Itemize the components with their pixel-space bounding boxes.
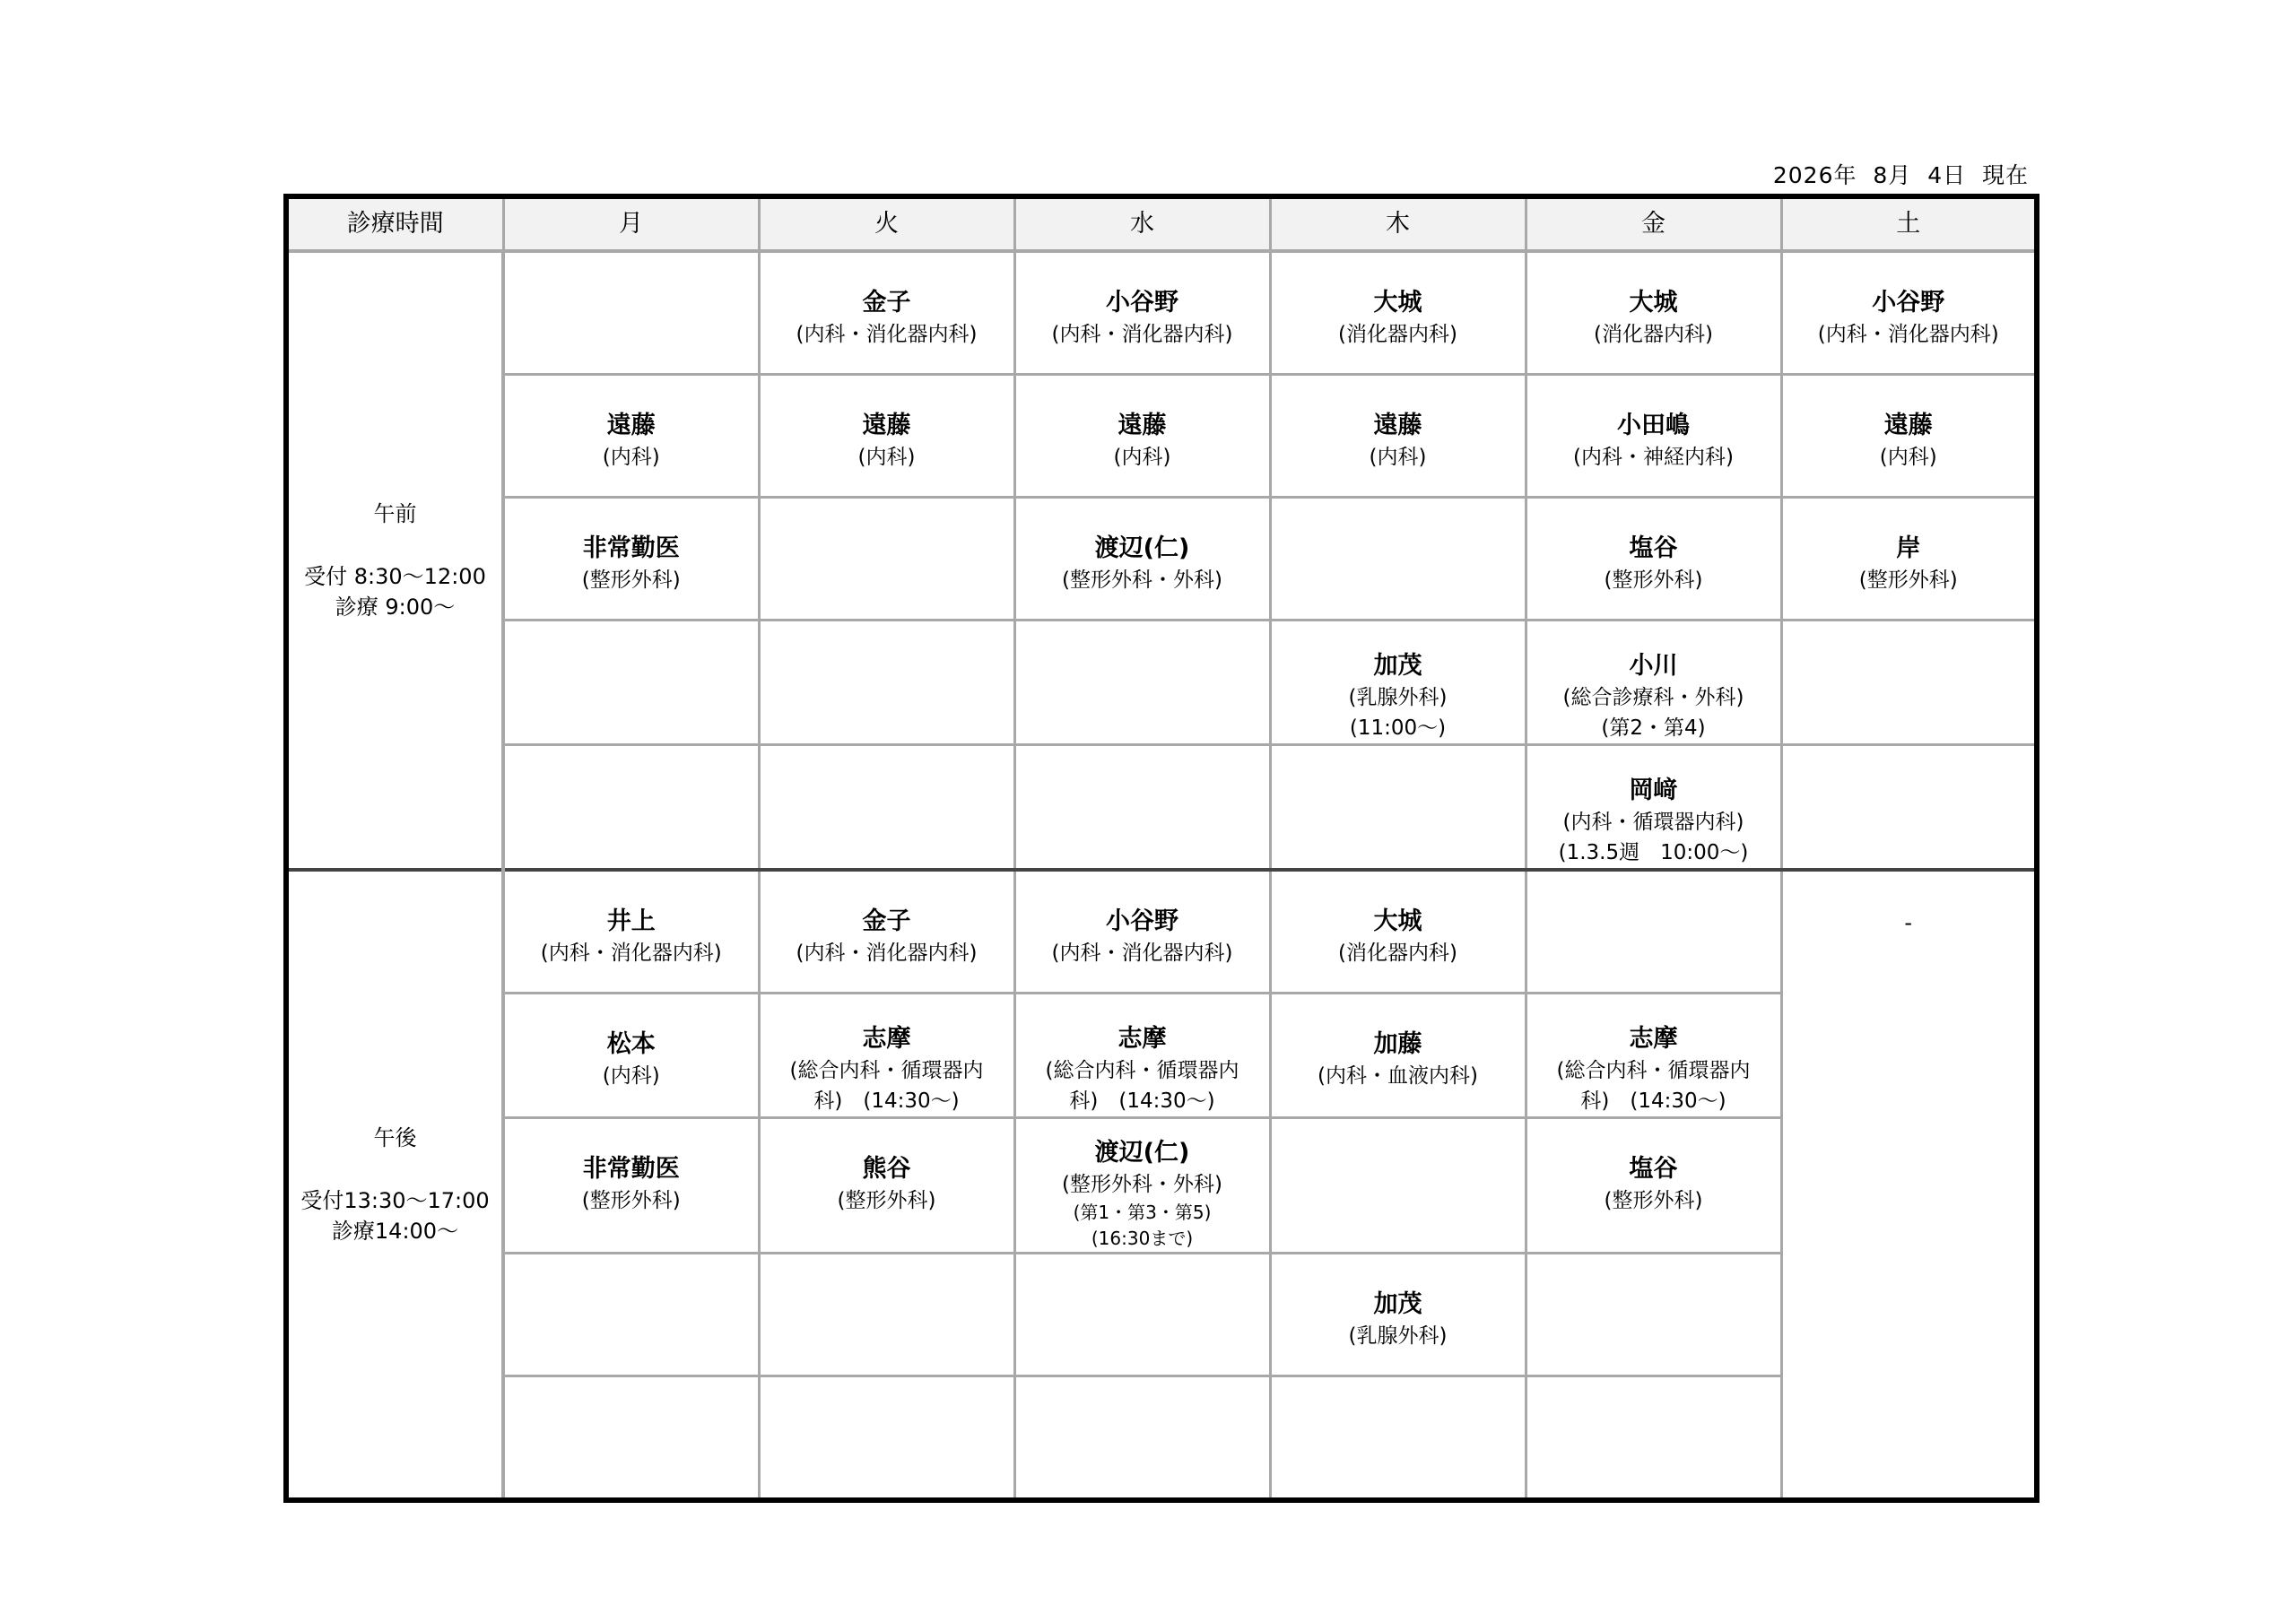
schedule-cell <box>759 870 1014 994</box>
schedule-cell <box>1014 251 1270 375</box>
header-row <box>286 196 2037 251</box>
schedule-cell <box>1014 870 1270 994</box>
doctor-name: 遠藤 <box>862 412 911 439</box>
morning-row <box>286 498 2037 621</box>
department: (内科) <box>1879 446 1937 469</box>
afternoon-row <box>286 994 2037 1118</box>
schedule-cell <box>1270 375 1526 498</box>
doctor-entry <box>1016 1119 1269 1252</box>
doctor-entry <box>1016 994 1269 1116</box>
schedule-note: 科) (14:30～) <box>1580 1089 1726 1113</box>
doctor-name: 岸 <box>1896 534 1921 562</box>
schedule-cell <box>1526 1376 1781 1501</box>
morning-row <box>286 745 2037 871</box>
schedule-cell <box>1014 994 1270 1118</box>
doctor-entry <box>1272 994 1525 1091</box>
doctor-entry <box>1272 621 1525 743</box>
schedule-cell <box>1526 251 1781 375</box>
department: (内科・血液内科) <box>1318 1064 1478 1088</box>
schedule-cell <box>503 1118 759 1254</box>
doctor-name: 遠藤 <box>1118 412 1167 439</box>
doctor-entry <box>505 1119 758 1216</box>
department: (消化器内科) <box>1338 323 1457 346</box>
department: (内科・循環器内科) <box>1562 811 1744 834</box>
department: (整形外科) <box>1604 568 1703 592</box>
doctor-name: 大城 <box>1373 289 1422 317</box>
schedule-cell <box>1526 375 1781 498</box>
doctor-entry <box>1272 1254 1525 1351</box>
schedule-cell <box>1014 1376 1270 1501</box>
doctor-entry <box>1016 872 1269 968</box>
department: (内科・消化器内科) <box>796 323 978 346</box>
morning-period <box>286 251 503 870</box>
schedule-cell <box>503 1376 759 1501</box>
header-day-thu: 木 <box>1270 196 1526 251</box>
doctor-name: 小谷野 <box>1106 907 1178 935</box>
schedule-cell <box>1014 498 1270 621</box>
department: (総合内科・循環器内 <box>789 1059 984 1082</box>
header-time: 診療時間 <box>286 196 503 251</box>
department: (整形外科) <box>1858 568 1958 592</box>
doctor-name: 金子 <box>862 289 911 317</box>
schedule-cell <box>1781 621 2037 745</box>
afternoon-row <box>286 1254 2037 1376</box>
doctor-name: 遠藤 <box>1373 412 1422 439</box>
schedule-cell <box>1526 994 1781 1118</box>
header-day-fri: 金 <box>1526 196 1781 251</box>
schedule-cell <box>503 498 759 621</box>
schedule-cell <box>1014 745 1270 871</box>
doctor-entry <box>1527 621 1780 743</box>
department: (整形外科) <box>1604 1189 1703 1212</box>
schedule-cell <box>1526 870 1781 994</box>
schedule-cell <box>759 1118 1014 1254</box>
schedule-note: (第1・第3・第5) <box>1073 1202 1212 1223</box>
doctor-name: 遠藤 <box>1883 412 1933 439</box>
schedule-cell <box>1526 1118 1781 1254</box>
doctor-name: 加茂 <box>1373 652 1422 680</box>
schedule-note: (第2・第4) <box>1601 716 1706 740</box>
doctor-entry <box>1272 872 1525 968</box>
afternoon-row <box>286 870 2037 994</box>
doctor-entry <box>505 499 758 595</box>
department: (内科) <box>857 446 916 469</box>
doctor-name: 井上 <box>606 907 656 935</box>
schedule-cell <box>1781 745 2037 871</box>
department: (整形外科) <box>837 1189 936 1212</box>
as-of-date: 2026年 8月 4日 現在 <box>1772 162 2029 188</box>
doctor-name: 小田嶋 <box>1617 412 1690 439</box>
department: (内科) <box>602 1064 660 1088</box>
department: (消化器内科) <box>1594 323 1713 346</box>
department: (乳腺外科) <box>1348 686 1448 709</box>
doctor-name: 熊谷 <box>862 1155 911 1183</box>
doctor-name: 大城 <box>1629 289 1678 317</box>
schedule-cell <box>759 375 1014 498</box>
doctor-entry <box>1527 746 1780 868</box>
doctor-entry <box>761 253 1013 350</box>
schedule-cell <box>1781 498 2037 621</box>
doctor-name: 志摩 <box>1629 1025 1678 1053</box>
department: (内科・消化器内科) <box>1051 942 1233 965</box>
department: (内科) <box>602 446 660 469</box>
header-day-tue: 火 <box>759 196 1014 251</box>
department: (内科・神経内科) <box>1573 446 1734 469</box>
doctor-name: 小谷野 <box>1106 289 1178 317</box>
department: (消化器内科) <box>1338 942 1457 965</box>
department: (内科・消化器内科) <box>540 942 722 965</box>
schedule-cell <box>759 994 1014 1118</box>
department: (内科) <box>1113 446 1171 469</box>
period-name: 午後 <box>373 1125 417 1150</box>
department: (総合内科・循環器内 <box>1556 1059 1751 1082</box>
schedule-cell <box>503 745 759 871</box>
schedule-note: (11:00～) <box>1349 716 1447 740</box>
schedule-cell <box>759 1376 1014 1501</box>
schedule-cell <box>1014 1118 1270 1254</box>
doctor-entry <box>505 994 758 1091</box>
doctor-entry <box>761 1119 1013 1216</box>
schedule-cell <box>503 1254 759 1376</box>
doctor-name: 渡辺(仁) <box>1094 1139 1190 1167</box>
schedule-cell <box>503 870 759 994</box>
doctor-name: 志摩 <box>862 1025 911 1053</box>
doctor-name: 大城 <box>1373 907 1422 935</box>
schedule-cell <box>759 1254 1014 1376</box>
doctor-name: 塩谷 <box>1629 1155 1678 1183</box>
doctor-entry <box>761 872 1013 968</box>
schedule-cell <box>1270 745 1526 871</box>
doctor-entry <box>1783 376 2035 473</box>
schedule-cell <box>1526 498 1781 621</box>
doctor-name: 松本 <box>606 1030 656 1058</box>
doctor-entry <box>1016 499 1269 595</box>
schedule-note: 科) (14:30～) <box>1069 1089 1215 1113</box>
doctor-entry <box>1527 376 1780 473</box>
closed-mark: - <box>1904 910 1913 935</box>
doctor-name: 岡﨑 <box>1629 777 1678 804</box>
doctor-name: 加藤 <box>1373 1030 1422 1058</box>
schedule-cell <box>1014 375 1270 498</box>
schedule-cell <box>1270 1254 1526 1376</box>
doctor-name: 非常勤医 <box>582 534 680 562</box>
schedule-cell <box>1270 251 1526 375</box>
period-name: 午前 <box>373 501 417 526</box>
reception-hours: 受付13:30～17:00 <box>300 1188 490 1213</box>
morning-row <box>286 621 2037 745</box>
department: (総合診療科・外科) <box>1562 686 1744 709</box>
schedule-table <box>283 194 2039 1503</box>
doctor-name: 金子 <box>862 907 911 935</box>
schedule-cell <box>1781 375 2037 498</box>
department: (内科・消化器内科) <box>1817 323 1999 346</box>
schedule-cell <box>1270 870 1526 994</box>
department: (整形外科・外科) <box>1062 568 1222 592</box>
doctor-name: 加茂 <box>1373 1290 1422 1318</box>
saturday-afternoon-cell <box>1781 870 2037 1500</box>
department: (整形外科・外科) <box>1062 1173 1222 1196</box>
doctor-entry <box>505 376 758 473</box>
schedule-cell <box>759 251 1014 375</box>
schedule-cell <box>759 745 1014 871</box>
schedule-cell <box>503 375 759 498</box>
schedule-cell <box>1526 745 1781 871</box>
doctor-entry <box>1016 253 1269 350</box>
schedule-cell <box>1014 1254 1270 1376</box>
doctor-name: 小川 <box>1629 652 1678 680</box>
schedule-cell <box>503 994 759 1118</box>
department: (内科・消化器内科) <box>1051 323 1233 346</box>
afternoon-period <box>286 870 503 1500</box>
doctor-entry <box>1527 1119 1780 1216</box>
doctor-name: 遠藤 <box>606 412 656 439</box>
doctor-entry <box>1783 253 2035 350</box>
schedule-cell <box>1270 994 1526 1118</box>
doctor-name: 非常勤医 <box>582 1155 680 1183</box>
department: (総合内科・循環器内 <box>1045 1059 1239 1082</box>
department: (内科) <box>1369 446 1427 469</box>
schedule-cell <box>1270 1118 1526 1254</box>
consultation-hours: 診療 9:00～ <box>335 595 456 620</box>
header-day-wed: 水 <box>1014 196 1270 251</box>
schedule-cell <box>1270 621 1526 745</box>
header-day-sat: 土 <box>1781 196 2037 251</box>
doctor-entry <box>1272 253 1525 350</box>
department: (内科・消化器内科) <box>796 942 978 965</box>
schedule-cell <box>1781 251 2037 375</box>
schedule-note: (1.3.5週 10:00～) <box>1558 841 1749 864</box>
schedule-cell <box>1014 621 1270 745</box>
doctor-entry <box>1527 253 1780 350</box>
schedule-cell <box>503 621 759 745</box>
schedule-cell <box>759 621 1014 745</box>
schedule-note: 科) (14:30～) <box>813 1089 960 1113</box>
department: (整形外科) <box>581 1189 681 1212</box>
schedule-note: (16:30まで) <box>1091 1228 1194 1249</box>
schedule-cell <box>1526 621 1781 745</box>
doctor-entry <box>1016 376 1269 473</box>
schedule-cell <box>1526 1254 1781 1376</box>
doctor-entry <box>761 376 1013 473</box>
doctor-entry <box>1783 499 2035 595</box>
department: (整形外科) <box>581 568 681 592</box>
afternoon-row <box>286 1376 2037 1501</box>
doctor-entry <box>1527 499 1780 595</box>
header-day-mon: 月 <box>503 196 759 251</box>
reception-hours: 受付 8:30～12:00 <box>304 564 486 589</box>
schedule-cell <box>1270 1376 1526 1501</box>
doctor-entry <box>1272 376 1525 473</box>
schedule-cell <box>503 251 759 375</box>
doctor-name: 志摩 <box>1118 1025 1167 1053</box>
doctor-name: 渡辺(仁) <box>1094 534 1190 562</box>
department: (乳腺外科) <box>1348 1324 1448 1348</box>
doctor-entry <box>1527 994 1780 1116</box>
doctor-name: 塩谷 <box>1629 534 1678 562</box>
consultation-hours: 診療14:00～ <box>331 1219 459 1244</box>
schedule-cell <box>759 498 1014 621</box>
morning-row <box>286 251 2037 375</box>
schedule-cell <box>1270 498 1526 621</box>
morning-row <box>286 375 2037 498</box>
doctor-name: 小谷野 <box>1872 289 1945 317</box>
doctor-entry <box>761 994 1013 1116</box>
afternoon-row <box>286 1118 2037 1254</box>
doctor-entry <box>505 872 758 968</box>
